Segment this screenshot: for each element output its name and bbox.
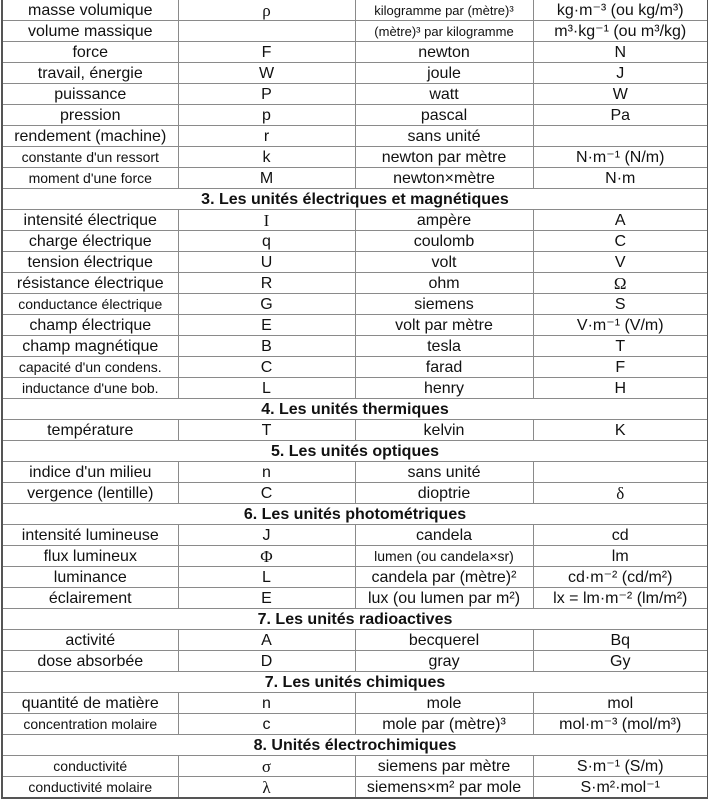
unit-name-cell: lumen (ou candela×sr) [355,546,533,567]
symbol-cell: L [178,567,355,588]
quantity-cell: capacité d'un condens. [2,357,178,378]
unit-name-cell: lux (ou lumen par m²) [355,588,533,609]
unit-symbol-cell: V·m⁻¹ (V/m) [533,315,708,336]
quantity-cell: vergence (lentille) [2,483,178,504]
unit-symbol-cell: N·m [533,168,708,189]
section-title: 7. Les unités radioactives [2,609,708,630]
unit-symbol-cell: F [533,357,708,378]
table-row [2,21,708,42]
unit-name-cell: volt [355,252,533,273]
table-row [2,525,708,546]
symbol-cell: F [178,42,355,63]
unit-name-cell: gray [355,651,533,672]
symbol-cell: Φ [178,546,355,567]
section-header-row [2,672,708,693]
table-row [2,693,708,714]
unit-name-cell: sans unité [355,126,533,147]
section-header-row [2,189,708,210]
unit-symbol-cell: S·m⁻¹ (S/m) [533,756,708,777]
symbol-cell: W [178,63,355,84]
quantity-cell: température [2,420,178,441]
table-row [2,546,708,567]
table-row [2,84,708,105]
units-table-body [2,0,708,798]
table-row [2,147,708,168]
unit-name-cell: farad [355,357,533,378]
unit-symbol-cell: lm [533,546,708,567]
symbol-cell: r [178,126,355,147]
table-row [2,315,708,336]
symbol-cell: G [178,294,355,315]
quantity-cell: luminance [2,567,178,588]
unit-name-cell: candela [355,525,533,546]
quantity-cell: éclairement [2,588,178,609]
unit-name-cell: kelvin [355,420,533,441]
symbol-cell: p [178,105,355,126]
table-row [2,483,708,504]
symbol-cell: M [178,168,355,189]
unit-symbol-cell: cd [533,525,708,546]
quantity-cell: flux lumineux [2,546,178,567]
unit-symbol-cell: N·m⁻¹ (N/m) [533,147,708,168]
section-header-row [2,735,708,756]
section-title: 5. Les unités optiques [2,441,708,462]
symbol-cell: P [178,84,355,105]
unit-symbol-cell [533,462,708,483]
symbol-cell: U [178,252,355,273]
table-row [2,42,708,63]
unit-name-cell: becquerel [355,630,533,651]
quantity-cell: conductivité molaire [2,777,178,799]
unit-name-cell: newton×mètre [355,168,533,189]
section-header-row [2,504,708,525]
table-row [2,714,708,735]
unit-symbol-cell: H [533,378,708,399]
unit-symbol-cell: lx = lm·m⁻² (lm/m²) [533,588,708,609]
table-row [2,567,708,588]
unit-name-cell: (mètre)³ par kilogramme [355,21,533,42]
table-row [2,651,708,672]
table-row [2,210,708,231]
table-row [2,126,708,147]
quantity-cell: conductance électrique [2,294,178,315]
unit-symbol-cell: C [533,231,708,252]
section-title: 4. Les unités thermiques [2,399,708,420]
symbol-cell: q [178,231,355,252]
unit-name-cell: kilogramme par (mètre)³ [355,0,533,21]
quantity-cell: force [2,42,178,63]
unit-name-cell: watt [355,84,533,105]
unit-symbol-cell: mol [533,693,708,714]
quantity-cell: rendement (machine) [2,126,178,147]
quantity-cell: activité [2,630,178,651]
symbol-cell: I [178,210,355,231]
symbol-cell: λ [178,777,355,799]
unit-name-cell: sans unité [355,462,533,483]
symbol-cell: E [178,588,355,609]
unit-symbol-cell: V [533,252,708,273]
unit-symbol-cell: Ω [533,273,708,294]
quantity-cell: indice d'un milieu [2,462,178,483]
quantity-cell: intensité lumineuse [2,525,178,546]
unit-name-cell: coulomb [355,231,533,252]
unit-symbol-cell: W [533,84,708,105]
symbol-cell: C [178,483,355,504]
quantity-cell: charge électrique [2,231,178,252]
unit-name-cell: mole [355,693,533,714]
quantity-cell: conductivité [2,756,178,777]
symbol-cell [178,21,355,42]
section-header-row [2,441,708,462]
table-row [2,630,708,651]
unit-name-cell: siemens [355,294,533,315]
table-row [2,168,708,189]
unit-name-cell: dioptrie [355,483,533,504]
symbol-cell: ρ [178,0,355,21]
symbol-cell: C [178,357,355,378]
table-row [2,462,708,483]
quantity-cell: travail, énergie [2,63,178,84]
symbol-cell: k [178,147,355,168]
table-row [2,777,708,799]
table-row [2,231,708,252]
section-title: 8. Unités électrochimiques [2,735,708,756]
table-row [2,105,708,126]
unit-symbol-cell [533,126,708,147]
symbol-cell: E [178,315,355,336]
table-row [2,756,708,777]
unit-symbol-cell: cd·m⁻² (cd/m²) [533,567,708,588]
unit-name-cell: ampère [355,210,533,231]
quantity-cell: masse volumique [2,0,178,21]
table-row [2,63,708,84]
symbol-cell: J [178,525,355,546]
quantity-cell: constante d'un ressort [2,147,178,168]
table-row [2,588,708,609]
unit-name-cell: ohm [355,273,533,294]
unit-symbol-cell: J [533,63,708,84]
unit-symbol-cell: δ [533,483,708,504]
table-row [2,294,708,315]
unit-symbol-cell: A [533,210,708,231]
quantity-cell: moment d'une force [2,168,178,189]
symbol-cell: L [178,378,355,399]
unit-symbol-cell: N [533,42,708,63]
section-title: 7. Les unités chimiques [2,672,708,693]
symbol-cell: n [178,693,355,714]
quantity-cell: champ électrique [2,315,178,336]
unit-name-cell: mole par (mètre)³ [355,714,533,735]
table-row [2,420,708,441]
unit-symbol-cell: mol·m⁻³ (mol/m³) [533,714,708,735]
section-header-row [2,609,708,630]
unit-symbol-cell: K [533,420,708,441]
unit-name-cell: pascal [355,105,533,126]
unit-name-cell: newton [355,42,533,63]
unit-symbol-cell: S·m²·mol⁻¹ [533,777,708,799]
table-row [2,378,708,399]
quantity-cell: pression [2,105,178,126]
unit-name-cell: tesla [355,336,533,357]
symbol-cell: c [178,714,355,735]
symbol-cell: T [178,420,355,441]
unit-name-cell: joule [355,63,533,84]
table-row [2,357,708,378]
unit-symbol-cell: Gy [533,651,708,672]
symbol-cell: D [178,651,355,672]
unit-symbol-cell: kg·m⁻³ (ou kg/m³) [533,0,708,21]
unit-name-cell: volt par mètre [355,315,533,336]
table-row [2,0,708,21]
unit-name-cell: henry [355,378,533,399]
table-row [2,336,708,357]
quantity-cell: champ magnétique [2,336,178,357]
unit-name-cell: siemens par mètre [355,756,533,777]
symbol-cell: A [178,630,355,651]
quantity-cell: concentration molaire [2,714,178,735]
quantity-cell: résistance électrique [2,273,178,294]
quantity-cell: inductance d'une bob. [2,378,178,399]
unit-name-cell: siemens×m² par mole [355,777,533,799]
quantity-cell: dose absorbée [2,651,178,672]
unit-name-cell: candela par (mètre)² [355,567,533,588]
unit-symbol-cell: Pa [533,105,708,126]
unit-name-cell: newton par mètre [355,147,533,168]
section-title: 6. Les unités photométriques [2,504,708,525]
section-header-row [2,399,708,420]
symbol-cell: R [178,273,355,294]
symbol-cell: B [178,336,355,357]
unit-symbol-cell: S [533,294,708,315]
unit-symbol-cell: T [533,336,708,357]
quantity-cell: quantité de matière [2,693,178,714]
quantity-cell: volume massique [2,21,178,42]
unit-symbol-cell: Bq [533,630,708,651]
quantity-cell: tension électrique [2,252,178,273]
symbol-cell: σ [178,756,355,777]
quantity-cell: puissance [2,84,178,105]
quantity-cell: intensité électrique [2,210,178,231]
table-row [2,252,708,273]
units-table [1,0,708,799]
unit-symbol-cell: m³·kg⁻¹ (ou m³/kg) [533,21,708,42]
table-row [2,273,708,294]
section-title: 3. Les unités électriques et magnétiques [2,189,708,210]
symbol-cell: n [178,462,355,483]
